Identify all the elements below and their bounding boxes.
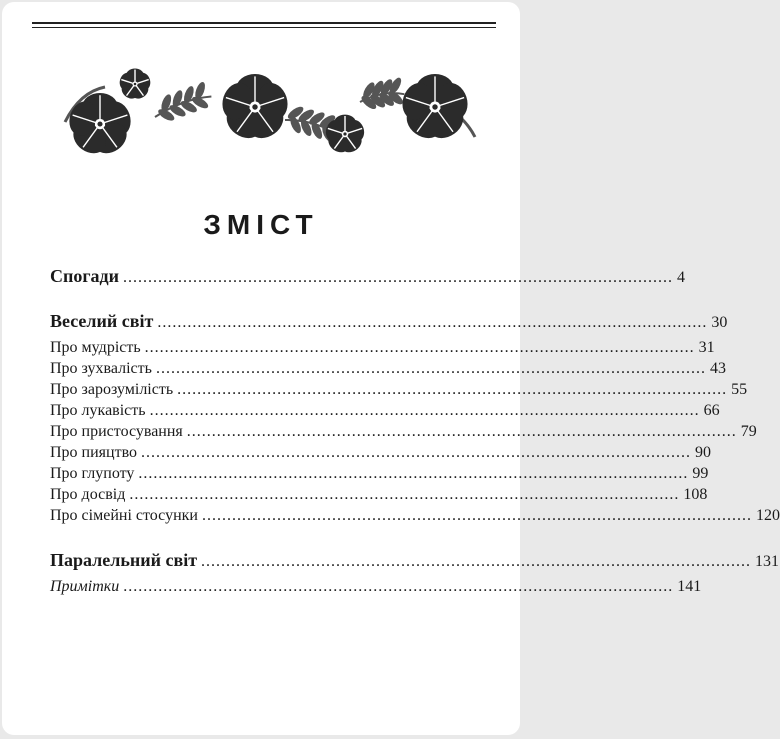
floral-ornament <box>60 62 480 160</box>
leader-dots: .............................................................................................................. <box>177 381 728 398</box>
toc-page-number: 30 <box>711 314 728 331</box>
flower-2-center-dot <box>252 104 257 109</box>
toc-entry-prymitky[interactable] <box>50 578 702 599</box>
toc-page-number: 55 <box>731 381 748 398</box>
leader-dots: .............................................................................................................. <box>144 339 695 356</box>
toc-page-number: 141 <box>677 578 702 595</box>
toc-entry-label: Про пристосування <box>50 423 183 440</box>
leader-dots: .............................................................................................................. <box>123 578 674 595</box>
toc-entry-label: Про лукавість <box>50 402 146 419</box>
toc-entry-label: Про зарозумілість <box>50 381 174 398</box>
toc-entry-veselyi-svit[interactable] <box>50 311 728 335</box>
leader-dots: .............................................................................................................. <box>129 486 680 503</box>
toc-page-number: 43 <box>709 360 726 377</box>
toc-entry-label: Примітки <box>50 578 120 595</box>
flower-small-2-center-dot <box>343 132 346 135</box>
toc-page-number: 108 <box>683 486 708 503</box>
toc-subentry[interactable] <box>50 360 726 381</box>
leader-dots: .............................................................................................................. <box>186 423 737 440</box>
toc-page-number: 31 <box>698 339 715 356</box>
leader-dots: .............................................................................................................. <box>201 553 752 570</box>
toc-subentry[interactable] <box>50 423 757 444</box>
toc-subentry[interactable] <box>50 402 720 423</box>
toc-entry-spohady[interactable] <box>50 266 686 290</box>
flower-small-1-center-dot <box>134 83 137 86</box>
top-rule-thick <box>32 22 496 24</box>
toc-entry-label: Про пияцтво <box>50 444 138 461</box>
toc-page-number: 90 <box>695 444 712 461</box>
toc-entry-label: Про глупоту <box>50 465 135 482</box>
toc-page-number: 131 <box>755 553 780 570</box>
leader-dots: .............................................................................................................. <box>123 269 674 286</box>
leader-dots: .............................................................................................................. <box>141 444 692 461</box>
toc-entry-paralelnyi-svit[interactable] <box>50 550 780 574</box>
toc-subentry[interactable] <box>50 486 708 507</box>
flower-1-center-dot <box>97 121 102 126</box>
toc-subentry[interactable] <box>50 465 709 486</box>
toc-subentry[interactable] <box>50 507 780 528</box>
leader-dots: .............................................................................................................. <box>157 314 708 331</box>
toc-page-number: 79 <box>740 423 757 440</box>
toc-subentry[interactable] <box>50 444 712 465</box>
leader-dots: .............................................................................................................. <box>201 507 752 524</box>
toc-subentry[interactable] <box>50 339 715 360</box>
toc-subentry[interactable] <box>50 381 748 402</box>
leader-dots: .............................................................................................................. <box>155 360 706 377</box>
toc-page-number: 4 <box>677 269 686 286</box>
toc-entry-label: Паралельний світ <box>50 550 198 570</box>
leader-dots: .............................................................................................................. <box>138 465 689 482</box>
toc-entry-label: Про зухвалість <box>50 360 152 377</box>
toc-entry-label: Про досвід <box>50 486 126 503</box>
toc-entry-label: Веселий світ <box>50 311 154 331</box>
toc-page-number: 120 <box>755 507 780 524</box>
leader-dots: .............................................................................................................. <box>149 402 700 419</box>
book-page <box>2 2 780 735</box>
flower-3-center-dot <box>432 104 437 109</box>
top-rule-thin <box>32 27 496 28</box>
toc-page-number: 66 <box>703 402 720 419</box>
toc-entry-label: Спогади <box>50 266 120 286</box>
toc-page-number: 99 <box>692 465 709 482</box>
toc-entry-label: Про мудрість <box>50 339 141 356</box>
toc-entry-label: Про сімейні стосунки <box>50 507 198 524</box>
table-of-contents <box>50 266 780 599</box>
page-title: ЗМІСТ <box>203 209 319 240</box>
